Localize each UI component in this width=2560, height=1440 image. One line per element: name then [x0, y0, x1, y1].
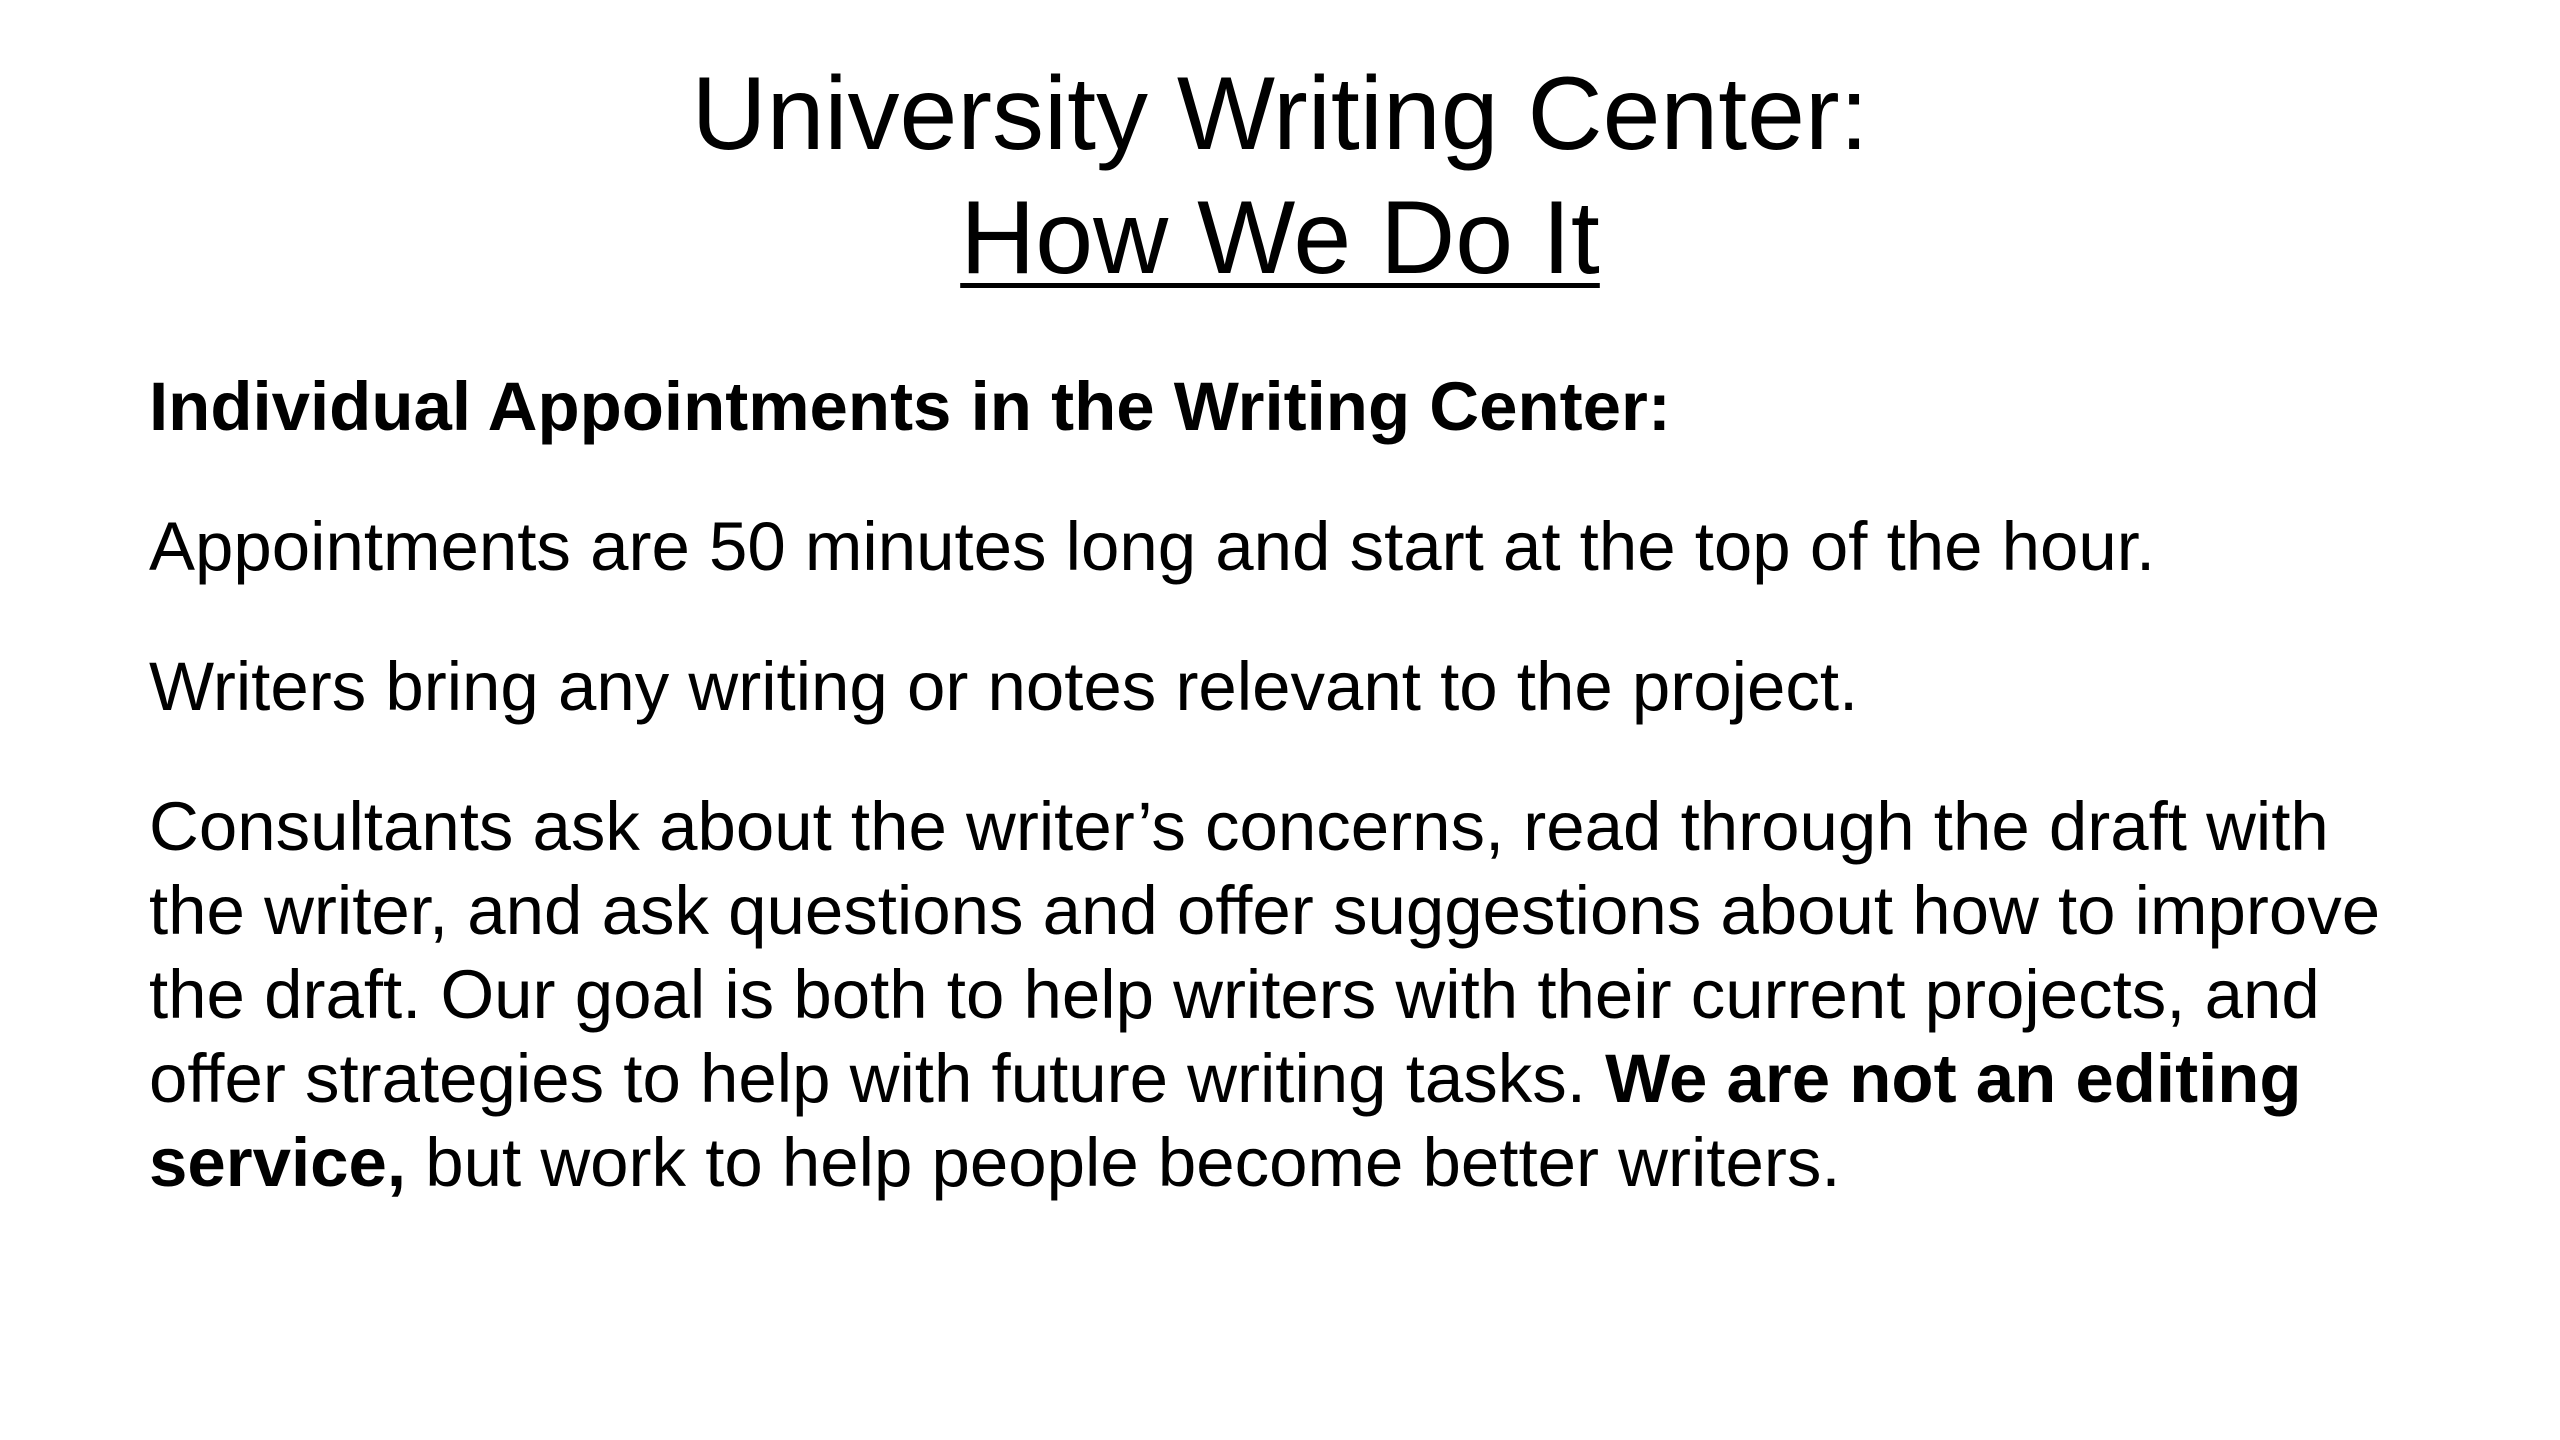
paragraph-appointment-length: Appointments are 50 minutes long and start at the top of the hour.	[149, 508, 2156, 585]
paragraph-consultants-text: Consultants ask about the writer’s concerns, read through the draft with the writer, and ask questions and offer suggestions about how to improve the draft. Our goal is both to help writers with their current projects, and offer strategies to help with future writing tasks.	[149, 788, 2381, 1117]
section-heading: Individual Appointments in the Writing Center:	[149, 368, 1671, 445]
slide-body	[149, 365, 2439, 1261]
title-line-2: How We Do It	[960, 180, 1600, 296]
slide-title	[0, 52, 2560, 300]
not-editing-service-emphasis: We are not an editing service,	[149, 1040, 2302, 1201]
paragraph-consultants-end: but work to help people become better writers.	[406, 1124, 1841, 1201]
paragraph-consultants	[149, 785, 2439, 1205]
title-line-1: University Writing Center:	[691, 56, 1869, 172]
paragraph-bring-writing: Writers bring any writing or notes relevant to the project.	[149, 648, 1859, 725]
